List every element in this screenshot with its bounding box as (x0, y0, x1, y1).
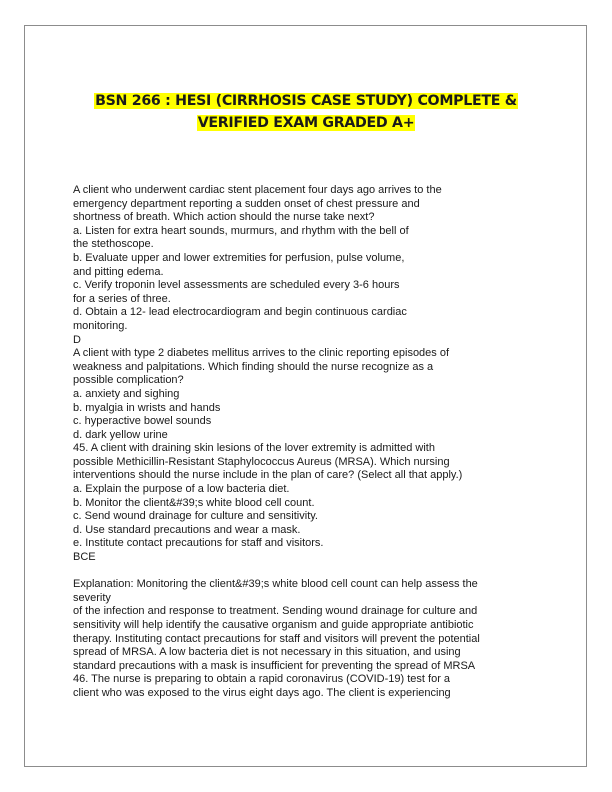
document-body (73, 184, 553, 701)
text-line: c. hyperactive bowel sounds (73, 415, 212, 428)
text-line: weakness and palpitations. Which finding should the nurse recognize as a (73, 360, 434, 373)
text-line: 46. The nurse is preparing to obtain a rapid coronavirus (COVID-19) test for a (73, 673, 451, 686)
text-line: therapy. Instituting contact precautions for staff and visitors will prevent the potential (73, 632, 480, 645)
text-line: a. Explain the purpose of a low bacteria diet. (73, 483, 290, 496)
text-line: c. Verify troponin level assessments are scheduled every 3-6 hours (73, 279, 400, 292)
text-line: monitoring. (73, 319, 128, 332)
text-line: d. dark yellow urine (73, 428, 168, 441)
text-line: d. Use standard precautions and wear a mask. (73, 523, 301, 536)
text-line: BCE (73, 551, 96, 564)
text-line: b. Monitor the client&#39;s white blood cell count. (73, 496, 315, 509)
text-line: sensitivity will help identify the causative organism and guide appropriate antibiotic (73, 619, 474, 631)
text-line: Explanation: Monitoring the client&#39;s white blood cell count can help assess the (73, 578, 478, 591)
text-line: a. Listen for extra heart sounds, murmurs, and rhythm with the bell of (73, 224, 409, 237)
text-line: interventions should the nurse include in the plan of care? (Select all that apply.) (73, 469, 463, 482)
title-line-2: VERIFIED EXAM GRADED A+ (197, 115, 415, 131)
text-line: shortness of breath. Which action should the nurse take next? (73, 211, 375, 224)
text-line: possible Methicillin-Resistant Staphylococcus Aureus (MRSA). Which nursing (73, 455, 450, 468)
text-line: A client with type 2 diabetes mellitus arrives to the clinic reporting episodes of (73, 347, 450, 360)
text-line: e. Institute contact precautions for staff and visitors. (73, 537, 324, 550)
text-line: for a series of three. (73, 292, 171, 305)
title-line-1: BSN 266 : HESI (CIRRHOSIS CASE STUDY) COMPLETE & (95, 93, 517, 109)
text-line: client who was exposed to the virus eight days ago. The client is experiencing (73, 686, 451, 699)
text-line: a. anxiety and sighing (73, 387, 180, 400)
text-line: of the infection and response to treatment. Sending wound drainage for culture and (73, 605, 478, 618)
text-line: b. myalgia in wrists and hands (73, 401, 221, 414)
blank-line (73, 565, 553, 579)
text-line: emergency department reporting a sudden onset of chest pressure and (73, 197, 420, 210)
text-line: 45. A client with draining skin lesions of the lover extremity is admitted with (73, 442, 435, 455)
text-line: d. Obtain a 12- lead electrocardiogram and begin continuous cardiac (73, 306, 407, 319)
document-title (40, 90, 572, 134)
text-line: spread of MRSA. A low bacteria diet is not necessary in this situation, and using (73, 646, 461, 659)
text-line: c. Send wound drainage for culture and sensitivity. (73, 510, 318, 523)
text-line: the stethoscope. (73, 238, 154, 251)
text-line: D (73, 333, 81, 346)
text-line: and pitting edema. (73, 265, 164, 278)
text-line: A client who underwent cardiac stent placement four days ago arrives to the (73, 184, 442, 196)
text-line: standard precautions with a mask is insufficient for preventing the spread of MRSA (73, 659, 476, 672)
text-line: b. Evaluate upper and lower extremities for perfusion, pulse volume, (73, 251, 405, 264)
text-line: severity (73, 591, 111, 604)
text-line: possible complication? (73, 374, 184, 387)
